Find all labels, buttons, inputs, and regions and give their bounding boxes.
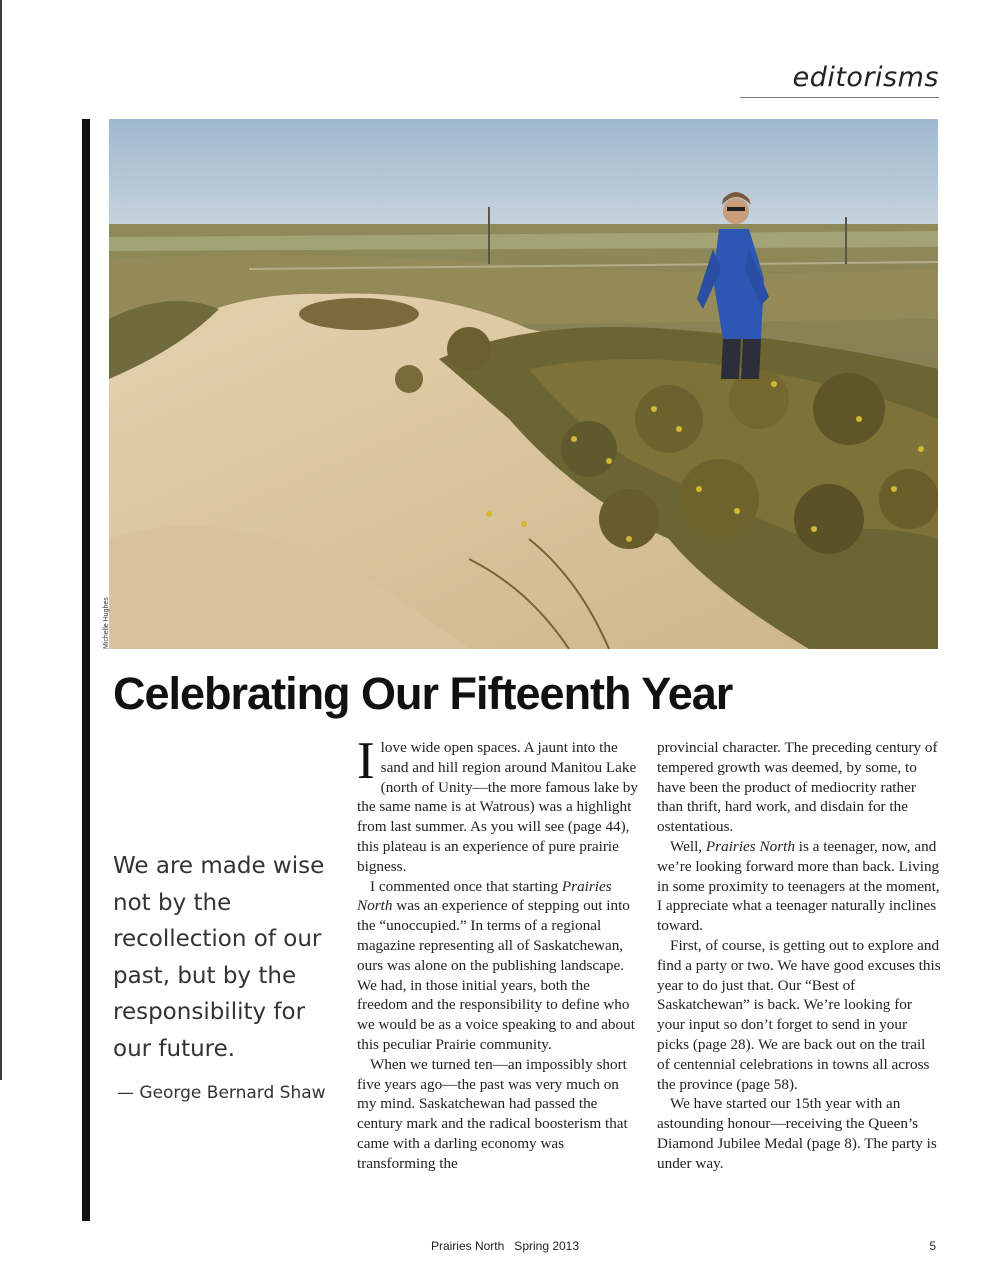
- magazine-name: Prairies North: [357, 877, 612, 915]
- pull-quote: [113, 848, 328, 1103]
- page-number: 5: [929, 1239, 936, 1253]
- paragraph: provincial character. The preceding century of tempered growth was deemed, by some, to have been the product of mediocrity rather than thrift, hard work, and disdain for the ostentatious.: [657, 739, 938, 836]
- footer-publication: Prairies North Spring 2013: [430, 1239, 580, 1253]
- paragraph-text: was an experience of stepping out into the “unoccupied.” In terms of a regional magazine representing all of Saskatchewan, ours was alone on the publishing landscape. We had, in those initial years, both the freedom and the responsibility to define who we would be as a voice speaking to and about this peculiar Prairie community.: [357, 897, 635, 1053]
- page-edge-shadow: [0, 0, 2, 1080]
- paragraph: [357, 732, 639, 877]
- feature-photo-illustration: [109, 119, 938, 649]
- drop-cap: I: [357, 732, 375, 790]
- paragraph: When we turned ten—an impossibly short five years ago—the past was very much on my mind. Saskatchewan had passed the century mark and the radical boosterism that came with a darling economy was transforming the: [357, 1055, 628, 1172]
- paragraph: We have started our 15th year with an astounding honour—receiving the Queen’s Diamond Jubilee Medal (page 8). The party is under way.: [657, 1095, 937, 1172]
- paragraph-text: Well,: [670, 837, 706, 855]
- magazine-name: Prairies North: [705, 837, 795, 855]
- photo-credit: Michelle Hughes: [103, 597, 110, 649]
- pull-quote-author: — George Bernard Shaw: [117, 1083, 326, 1103]
- accent-bar: [82, 119, 90, 1221]
- paragraph: [357, 877, 639, 1055]
- paragraph: First, of course, is getting out to explore and find a party or two. We have good excuses this year to do just that. Our “Best of Saskatchewan” is back. We’re looking for your input so don’t forget to send in your picks (page 28). We are back out on the trail of centennial celebrations in towns all across the province (page 58).: [657, 936, 941, 1093]
- article-column-2: [657, 738, 941, 1174]
- article-column-1: [357, 732, 639, 1174]
- paragraph-text: I commented once that starting: [370, 877, 562, 895]
- paragraph: [657, 837, 941, 936]
- pull-quote-text: We are made wise not by the recollection of our past, but by the responsibility for our future.: [113, 853, 325, 1062]
- article-title: Celebrating Our Fifteenth Year: [113, 668, 733, 719]
- paragraph-text: love wide open spaces. A jaunt into the sand and hill region around Manitou Lake (north of Unity—the more famous lake by the same name is at Watrous) was a highlight from last summer. As you will see (page 44), this plateau is an experience of pure prairie bigness.: [357, 739, 638, 875]
- section-label: editorisms: [792, 62, 939, 93]
- section-rule: [740, 97, 939, 98]
- feature-photo: [109, 119, 938, 649]
- paragraph-text: is a teenager, now, and we’re looking forward more than back. Living in some proximity to teenagers at the moment, I appreciate what a teenager naturally inclines toward.: [657, 837, 940, 935]
